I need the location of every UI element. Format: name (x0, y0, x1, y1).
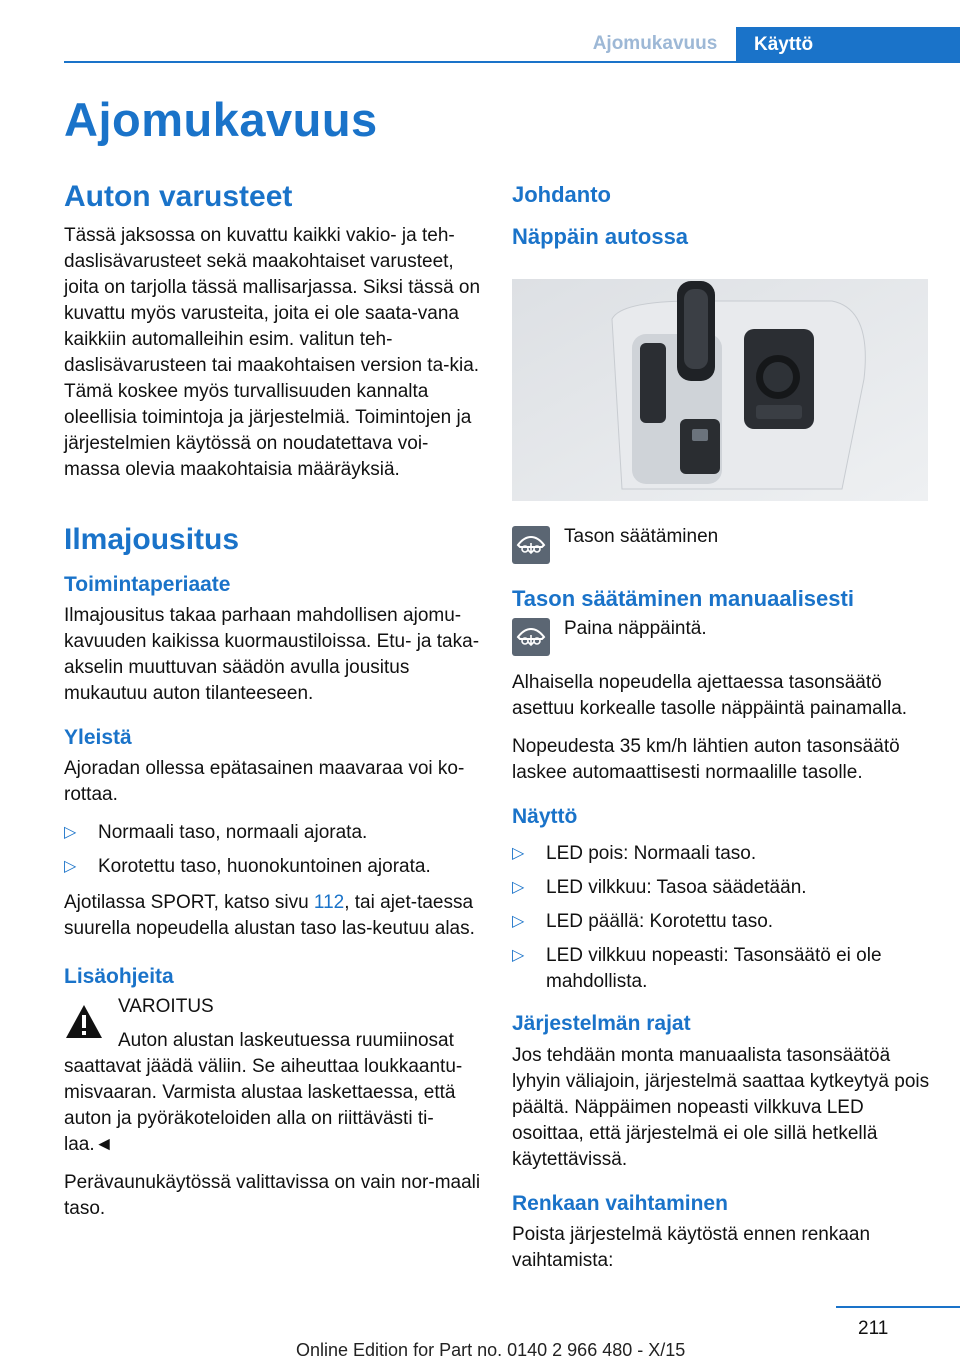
equipment-text: Tässä jaksossa on kuvattu kaikki vakio- ja teh-daslisävarusteet sekä maakohtaiset varusteet, joita on tarjolla tässä mallisarjassa. Siksi tässä on kuvattu myös varusteita, joita ei ole saata-vana kaikkiin automalleihin esim. valitun teh-daslisävarusteen tai maakohtaisen version ta-kia. Tämä koskee myös turvallisuuden kannalta oleellisia toimintoja ja järjestelmiä. Toimintojen ja järjestelmien käytössä on noudatettava voi-massa olevia maakohtaisia määräyksiä. (64, 225, 481, 480)
triangle-bullet-icon: ▷ (512, 845, 525, 863)
warning-title: VAROITUS (118, 995, 214, 1017)
limits-heading: Järjestelmän rajat (512, 1012, 691, 1036)
principle-heading: Toimintaperiaate (64, 573, 231, 596)
intro-heading: Johdanto (512, 182, 611, 207)
header-section-tab: Ajomukavuus (592, 33, 718, 54)
manual-text-2: Nopeudesta 35 km/h lähtien auton tasonsäätö laskee automaattisesti normaalille tasolle. (512, 736, 900, 784)
button-in-car-heading: Näppäin autossa (512, 224, 689, 250)
page-number: 211 (858, 1318, 889, 1339)
general-heading: Yleistä (64, 726, 132, 750)
list-item: ▷ Korotettu taso, huonokuntoinen ajorata. (64, 854, 482, 880)
page-title: Ajomukavuus (64, 93, 378, 146)
list-item: ▷ LED vilkkuu: Tasoa säädetään. (512, 875, 930, 901)
principle-text: Ilmajousitus takaa parhaan mahdollisen ajomu-kavuuden kaikissa kuormaustiloissa. Etu- ja taka-akselin muuttuvan säädön avulla jousitus mukautuu auton tilanteeseen. (64, 605, 480, 705)
display-heading: Näyttö (512, 805, 578, 829)
tire-change-text: Poista järjestelmä käytöstä ennen renkaan vaihtamista: (512, 1223, 871, 1271)
list-item: ▷ Normaali taso, normaali ajorata. (64, 820, 482, 846)
right-column (512, 182, 930, 1286)
header-chapter-tab: Käyttö (736, 27, 960, 63)
list-item: ▷ LED päällä: Korotettu taso. (512, 909, 930, 935)
display-list (512, 841, 930, 995)
manual-level-heading: Tason säätäminen manuaalisesti (512, 585, 854, 611)
left-column (64, 180, 482, 1234)
general-text: Ajoradan ollessa epätasainen maavaraa voi ko-rottaa. (64, 758, 465, 806)
limits-text: Jos tehdään monta manuaalista tasonsäätöä lyhyin väliajoin, järjestelmä saattaa kytkeytyä pois päältä. Näppäimen nopeasti vilkkuva LED osoittaa, että järjestelmä ei ole sillä hetkellä käytettävissä. (512, 1044, 930, 1170)
warning-text: Auton alustan laskeutuessa ruumiinosat saattavat jäädä väliin. Se aiheuttaa loukkaantu-misvaaran. Varmista alustaa laskettaessa, että auton ja pyöräkoteloiden alla on riittävästi ti-laa.◄ (64, 1029, 463, 1155)
header-rule (64, 61, 960, 63)
air-suspension-heading: Ilmajousitus (64, 523, 240, 556)
triangle-bullet-icon: ▷ (64, 858, 77, 876)
level-control-symbol-row (512, 524, 930, 564)
page-link[interactable]: 112 (313, 892, 345, 914)
triangle-bullet-icon: ▷ (64, 824, 77, 842)
warning-triangle-icon (64, 1002, 104, 1042)
level-control-label: Tason säätäminen (564, 525, 719, 547)
edition-note: Online Edition for Part no. 0140 2 966 480 - X/15 (296, 1340, 686, 1360)
list-item: ▷ LED vilkkuu nopeasti: Tasonsäätö ei ole mahdollista. (512, 945, 882, 993)
sport-text: Ajotilassa SPORT, katso sivu 112, tai ajet-taessa suurella nopeudella alustan taso las-keutuu alas. (64, 892, 475, 940)
running-header (0, 0, 960, 70)
center-console-photo (512, 279, 928, 501)
manual-text-1: Alhaisella nopeudella ajettaessa tasonsäätö asettuu korkealle tasolle näppäintä painamalla. (512, 672, 908, 720)
footer-rule (836, 1306, 960, 1308)
triangle-bullet-icon: ▷ (512, 913, 525, 931)
level-control-icon (512, 618, 550, 656)
press-button-text: Paina näppäintä. (564, 618, 707, 640)
press-button-row (512, 616, 930, 656)
tire-change-heading: Renkaan vaihtaminen (512, 1191, 728, 1215)
list-item: ▷ LED pois: Normaali taso. (512, 841, 930, 867)
triangle-bullet-icon: ▷ (512, 947, 525, 965)
trailer-text: Perävaunukäytössä valittavissa on vain nor-maali taso. (64, 1171, 481, 1219)
equipment-heading: Auton varusteet (64, 180, 293, 213)
triangle-bullet-icon: ▷ (512, 879, 525, 897)
more-info-heading: Lisäohjeita (64, 965, 174, 989)
level-control-icon (512, 526, 550, 564)
general-list (64, 820, 482, 880)
